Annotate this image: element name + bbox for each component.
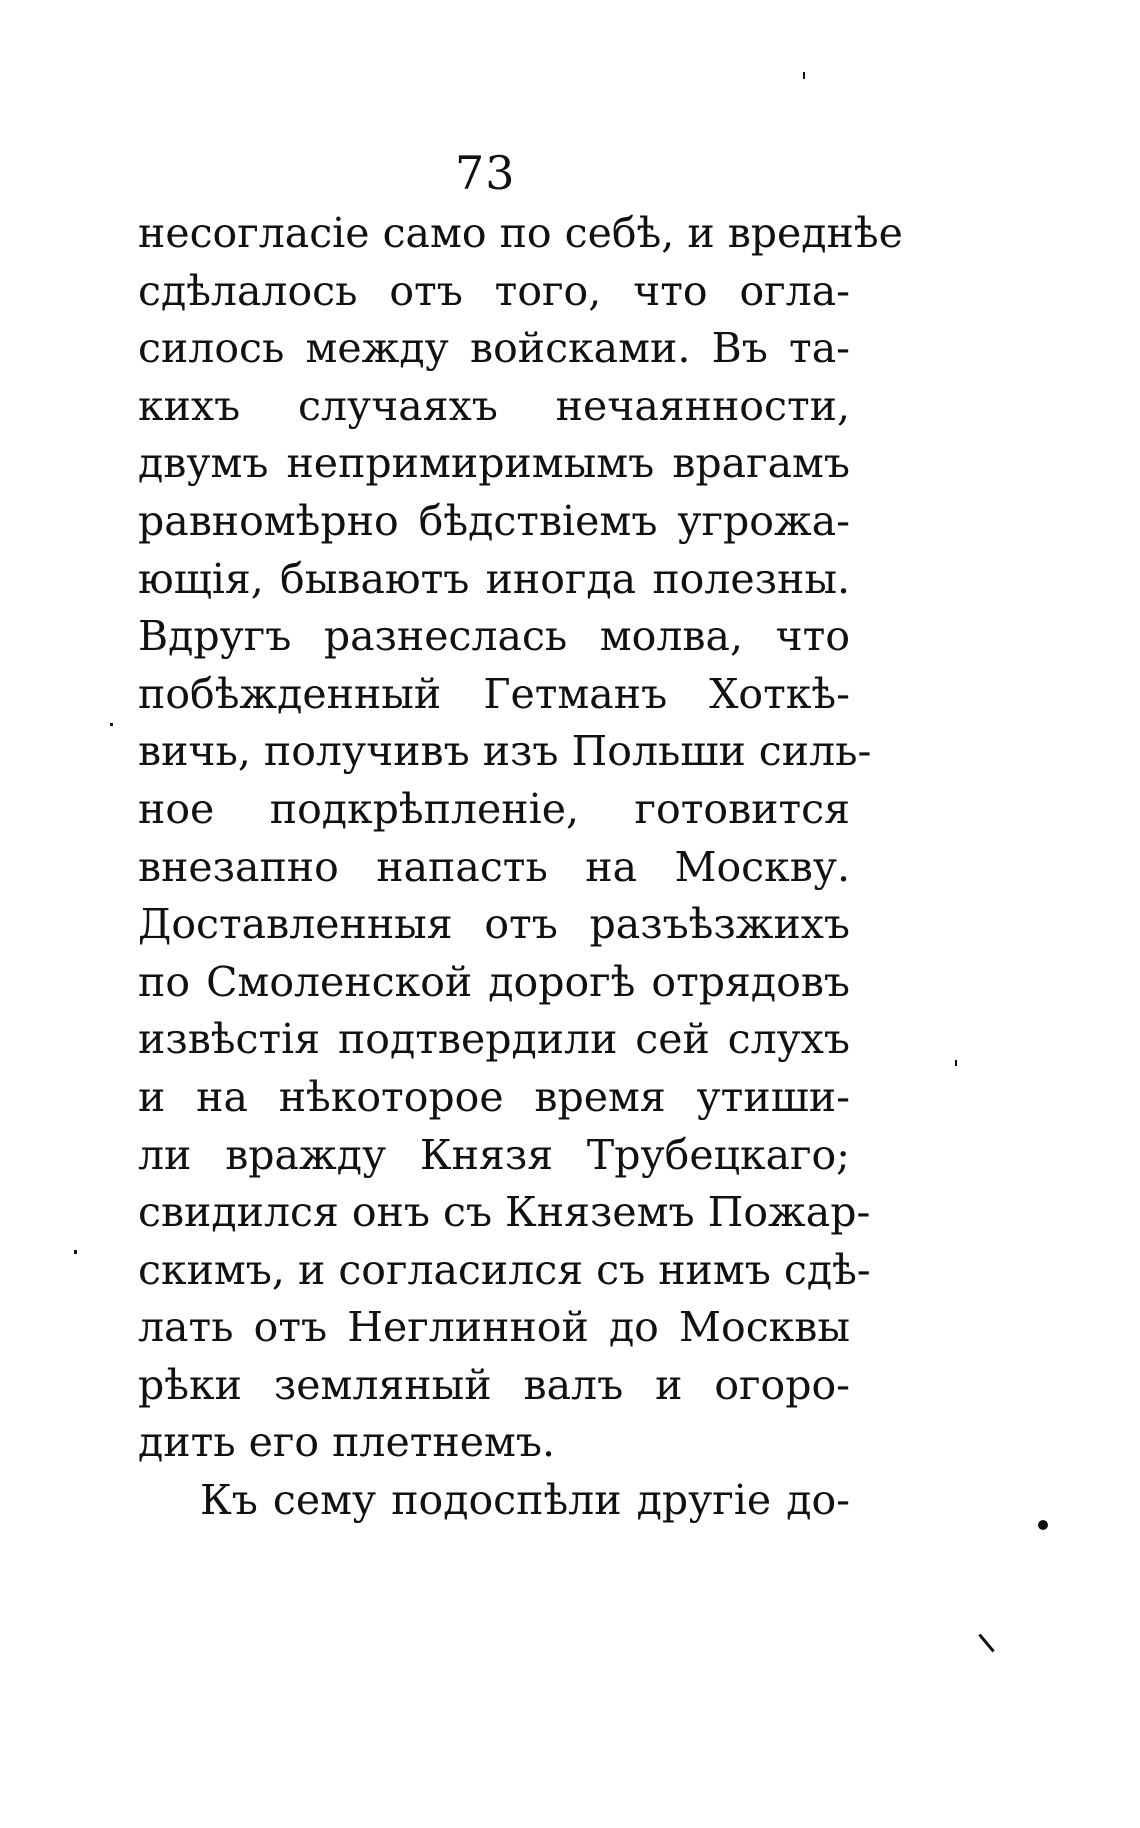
text-line: свидился онъ съ Княземъ Пожар- (138, 1188, 871, 1237)
text-line: несогласіе само по себѣ, и вреднѣе (138, 209, 903, 257)
body-text (138, 205, 903, 1530)
text-line: ли вражду Князя Трубецкаго; (138, 1130, 850, 1179)
text-line: побѣжденный Гетманъ Хоткѣ- (138, 669, 850, 718)
text-line: рѣки земляный валъ и огоро- (138, 1360, 850, 1409)
text-line: Вдругъ разнеслась молва, что (138, 612, 850, 661)
page-number: 73 (455, 146, 516, 200)
text-line: Доставленныя отъ разъѣзжихъ (138, 900, 850, 949)
text-line: и на нѣкоторое время утиши- (138, 1072, 850, 1121)
text-line: равномѣрно бѣдствіемъ угрожа- (138, 496, 850, 545)
text-line: кихъ случаяхъ нечаянности, (138, 381, 850, 430)
scan-speck (803, 72, 805, 79)
scan-speck (978, 1634, 994, 1653)
text-line: извѣстія подтвердили сей слухъ (138, 1015, 850, 1064)
text-line: силось между войсками. Въ та- (138, 324, 850, 373)
scan-speck (74, 1250, 77, 1254)
scan-speck (955, 1060, 957, 1066)
text-line: лать отъ Неглинной до Москвы (138, 1303, 850, 1352)
text-line: Къ сему подоспѣли другіе до- (200, 1476, 850, 1525)
scan-speck (1038, 1520, 1048, 1530)
text-line: сдѣлалось отъ того, что огла- (138, 266, 850, 315)
text-line: внезапно напасть на Москву. (138, 842, 850, 891)
text-line: скимъ, и согласился съ нимъ сдѣ- (138, 1245, 871, 1294)
text-line: дить его плетнемъ. (138, 1418, 555, 1467)
text-line: по Смоленской дорогѣ отрядовъ (138, 957, 850, 1006)
text-line: ное подкрѣпленіе, готовится (138, 784, 850, 833)
text-line: двумъ непримиримымъ врагамъ (138, 439, 850, 488)
text-line: ющія, бываютъ иногда полезны. (138, 554, 850, 603)
text-line: вичь, получивъ изъ Польши силь- (138, 727, 872, 776)
scan-speck (110, 723, 113, 726)
